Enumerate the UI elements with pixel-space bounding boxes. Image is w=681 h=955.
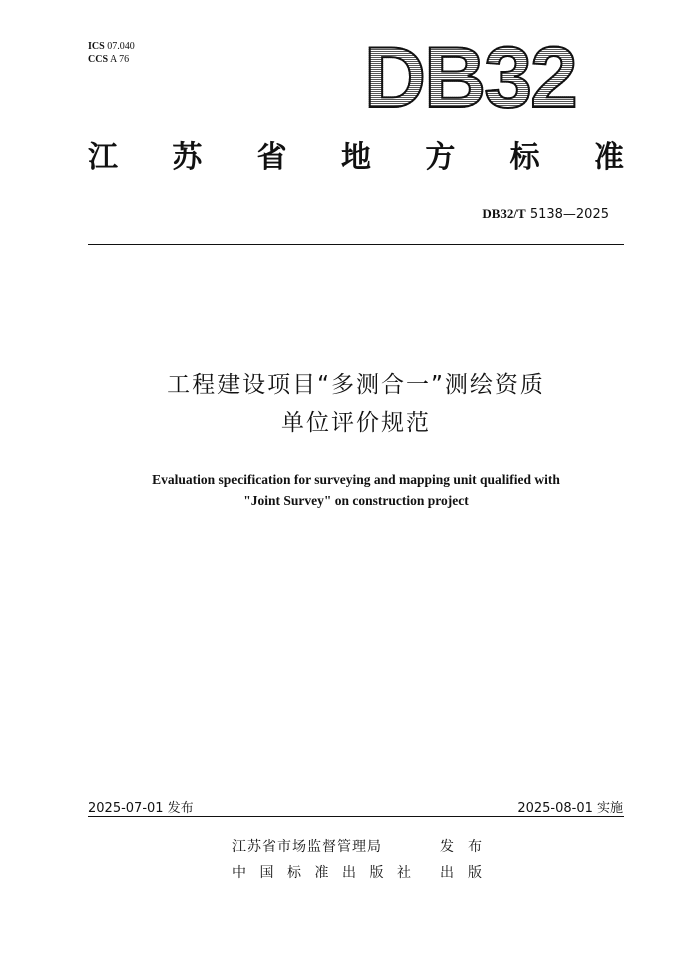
document-title-cn bbox=[88, 366, 624, 442]
title-cn-line-2: 单位评价规范 bbox=[281, 410, 431, 436]
press-char: 出 bbox=[342, 865, 357, 881]
press-action bbox=[440, 862, 482, 882]
ics-label: ICS bbox=[88, 41, 105, 52]
title-cn-line-1: 工程建设项目“多测合一”测绘资质 bbox=[167, 372, 545, 398]
db32-logo: DB32 bbox=[364, 30, 576, 126]
press-char: 国 bbox=[259, 865, 275, 881]
category-char: 准 bbox=[593, 140, 624, 175]
category-char: 省 bbox=[256, 140, 287, 175]
press-char: 标 bbox=[287, 865, 302, 881]
category-char: 地 bbox=[340, 140, 371, 175]
ics-code: 07.040 bbox=[107, 41, 135, 52]
implementation-date: 2025-08-01 实施 bbox=[517, 801, 623, 816]
standard-category-title bbox=[88, 132, 624, 176]
category-char: 苏 bbox=[172, 140, 203, 175]
ccs-code: A 76 bbox=[109, 54, 130, 65]
release-date: 2025-07-01 发布 bbox=[88, 801, 194, 816]
press-char: 准 bbox=[314, 865, 330, 881]
title-en-line-2: "Joint Survey" on construction project bbox=[243, 493, 469, 508]
press-char: 中 bbox=[232, 865, 247, 881]
issuer-name: 江苏省市场监督管理局 bbox=[232, 839, 382, 855]
press-action-char: 出 bbox=[440, 865, 454, 881]
press-name bbox=[232, 862, 412, 882]
standard-number-prefix: DB32/T bbox=[482, 206, 526, 221]
issuer-action-char: 发 bbox=[440, 839, 454, 855]
standard-number-value: 5138—2025 bbox=[529, 207, 609, 222]
ccs-label: CCS bbox=[88, 54, 109, 65]
ics-code-line bbox=[88, 40, 135, 53]
press-char: 社 bbox=[397, 865, 412, 881]
standard-number bbox=[482, 206, 609, 222]
title-en-line-1: Evaluation specification for surveying and mapping unit qualified with bbox=[152, 472, 560, 487]
press-action-char: 版 bbox=[468, 865, 482, 881]
ccs-code-line bbox=[88, 53, 135, 66]
bottom-divider bbox=[88, 816, 624, 817]
document-title-en bbox=[88, 469, 624, 511]
category-char: 江 bbox=[88, 140, 118, 175]
category-char: 标 bbox=[509, 140, 540, 175]
issuer-action-char: 布 bbox=[468, 839, 482, 855]
issuer-action bbox=[440, 836, 482, 856]
top-divider bbox=[88, 244, 624, 245]
classification-codes bbox=[88, 40, 135, 66]
press-char: 版 bbox=[369, 865, 385, 881]
category-char: 方 bbox=[425, 140, 456, 175]
